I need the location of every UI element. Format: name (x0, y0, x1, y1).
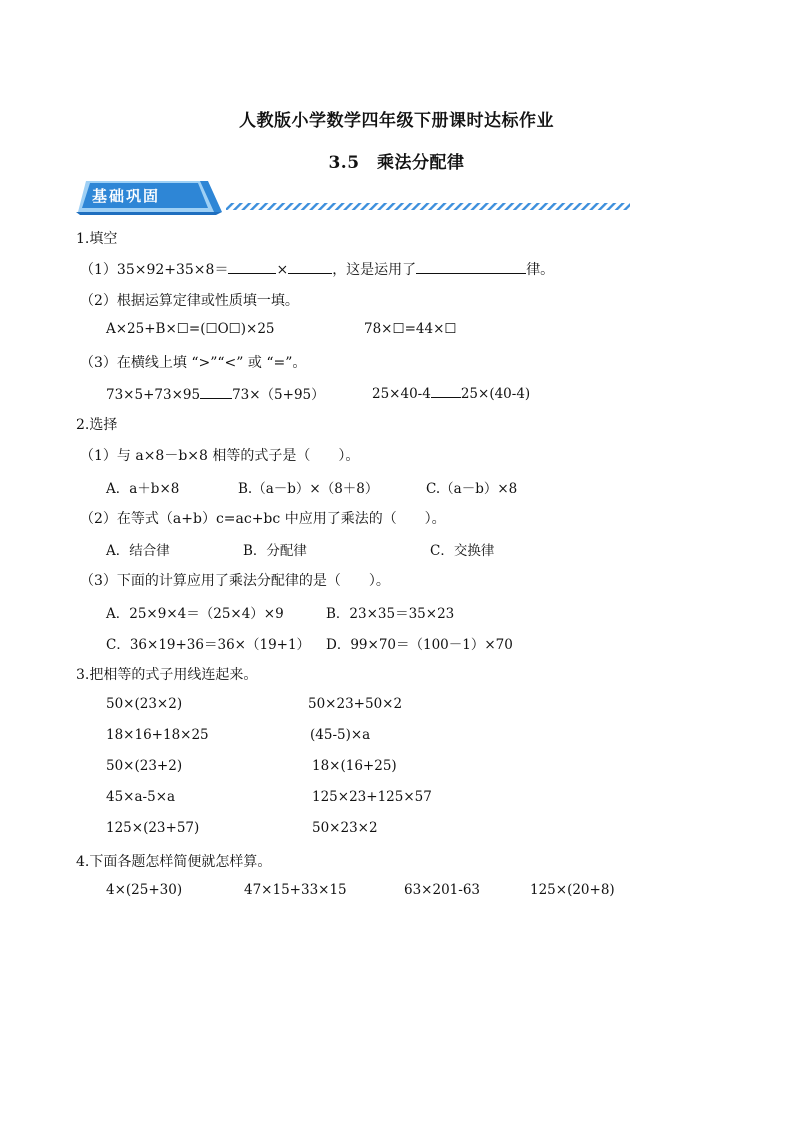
answer-blank[interactable] (228, 259, 276, 274)
q1-p3-eq2-right: 25×(40-4) (460, 386, 531, 402)
q2-p3-option-b[interactable]: B．23×35＝35×23 (326, 606, 455, 622)
q2-p2-option-a[interactable]: A．结合律 (106, 543, 170, 559)
matching-right-item[interactable]: 50×23×2 (312, 820, 378, 836)
q2-p1-option-b[interactable]: B.（a－b）×（8＋8） (238, 481, 379, 497)
question-2-heading: 2.选择 (76, 417, 118, 433)
question-1-part-1 (80, 259, 554, 279)
matching-right-item[interactable]: 18×(16+25) (312, 758, 397, 774)
question-4-heading: 4.下面各题怎样简便就怎样算。 (76, 854, 272, 870)
matching-left-item[interactable]: 125×(23+57) (106, 820, 200, 836)
answer-blank[interactable] (200, 384, 232, 399)
q1-p3-compare-1 (106, 383, 325, 403)
question-2-part-1: （1）与 a×8－b×8 相等的式子是（ ）。 (80, 448, 360, 464)
answer-blank[interactable] (416, 259, 526, 274)
answer-blank[interactable] (288, 259, 332, 274)
q2-p3-option-a[interactable]: A．25×9×4＝（25×4）×9 (106, 606, 284, 622)
question-2-part-2: （2）在等式（a+b）c=ac+bc 中应用了乘法的（ ）。 (80, 511, 446, 527)
lesson-subtitle: 3.5 乘法分配律 (328, 153, 465, 173)
matching-left-item[interactable]: 50×(23+2) (106, 758, 183, 774)
calc-item: 47×15+33×15 (244, 882, 347, 898)
calc-item: 63×201-63 (404, 882, 480, 898)
matching-left-item[interactable]: 45×a-5×a (106, 789, 176, 805)
question-1-heading: 1.填空 (76, 231, 118, 247)
q1-p1-text-b: × (276, 262, 289, 278)
calc-item: 4×(25+30) (106, 882, 183, 898)
matching-left-item[interactable]: 50×(23×2) (106, 696, 183, 712)
calc-item: 125×(20+8) (530, 882, 615, 898)
page-title: 人教版小学数学四年级下册课时达标作业 (239, 111, 554, 131)
matching-left-item[interactable]: 18×16+18×25 (106, 727, 209, 743)
q1-p3-eq2-left: 25×40-4 (372, 386, 431, 402)
q2-p1-option-c[interactable]: C.（a－b）×8 (426, 481, 518, 497)
q2-p3-option-d[interactable]: D．99×70＝（100－1）×70 (326, 637, 513, 653)
q2-p2-option-b[interactable]: B．分配律 (243, 543, 307, 559)
matching-right-item[interactable]: (45-5)×a (310, 727, 371, 743)
q1-p2-equation-2: 78×☐=44×☐ (364, 321, 457, 337)
q2-p3-option-c[interactable]: C．36×19+36＝36×（19+1） (106, 637, 311, 653)
question-1-part-2: （2）根据运算定律或性质填一填。 (80, 293, 299, 309)
matching-right-item[interactable]: 50×23+50×2 (308, 696, 403, 712)
q1-p3-eq1-right: 73×（5+95） (232, 387, 325, 403)
answer-blank[interactable] (431, 383, 461, 398)
q1-p3-compare-2 (372, 383, 530, 402)
q1-p1-text-d: 律。 (526, 262, 555, 278)
q2-p1-option-a[interactable]: A．a＋b×8 (106, 481, 180, 497)
q1-p1-text-a: （1）35×92+35×8＝ (80, 262, 229, 278)
section-banner (76, 180, 636, 216)
question-3-heading: 3.把相等的式子用线连起来。 (76, 667, 258, 683)
question-2-part-3: （3）下面的计算应用了乘法分配律的是（ ）。 (80, 573, 390, 589)
question-1-part-3: （3）在横线上填 “>”“<” 或 “=”。 (80, 355, 307, 371)
q1-p1-text-c: ，这是运用了 (332, 262, 417, 278)
matching-right-item[interactable]: 125×23+125×57 (312, 789, 432, 805)
q1-p3-eq1-left: 73×5+73×95 (106, 387, 201, 403)
q2-p2-option-c[interactable]: C．交换律 (430, 543, 495, 559)
section-banner-label: 基础巩固 (92, 187, 161, 205)
q1-p2-equation-1: A×25+B×☐=(☐O☐)×25 (106, 321, 275, 337)
